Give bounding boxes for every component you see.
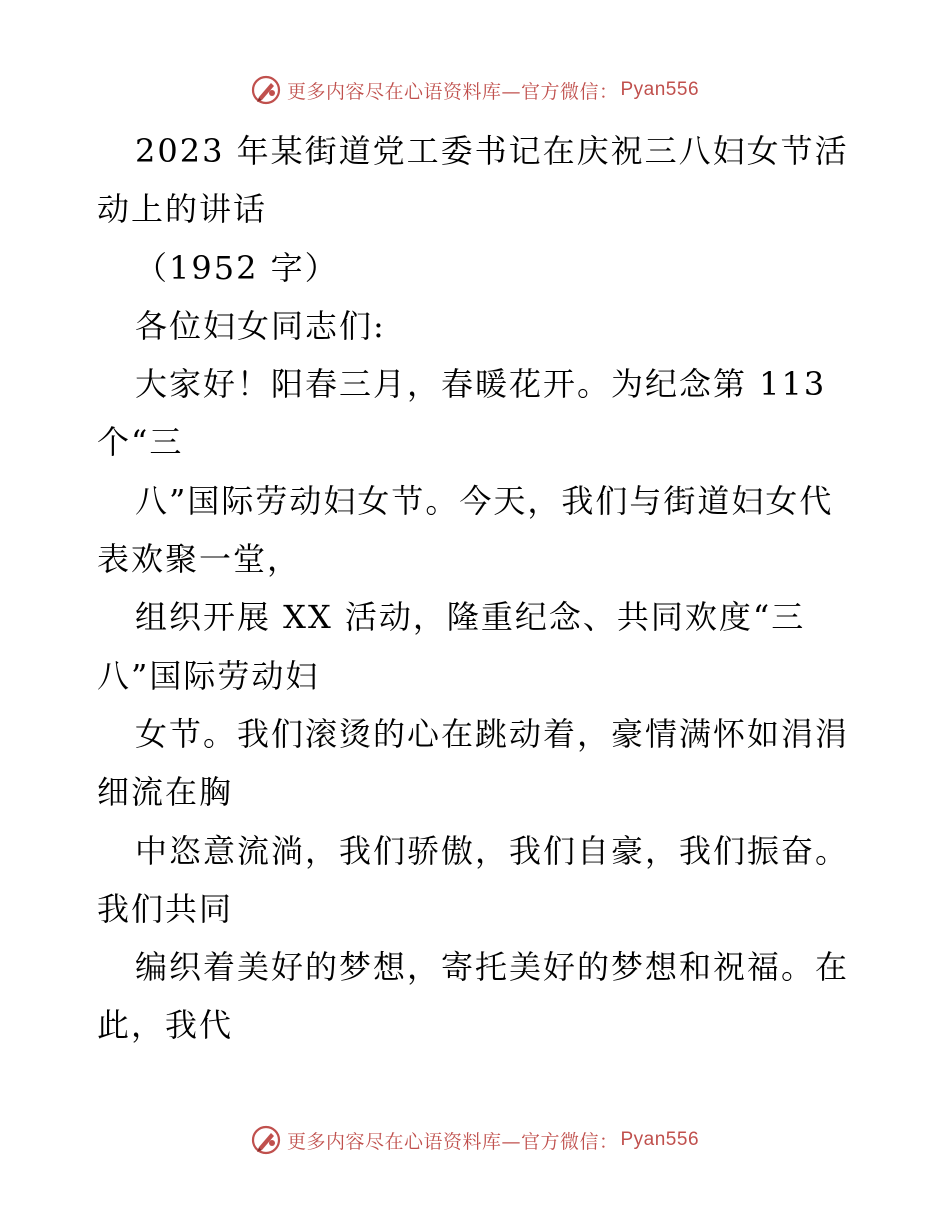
paragraph-line: 八”国际劳动妇女节。今天，我们与街道妇女代 [135,481,834,520]
footer-banner-text: 更多内容尽在心语资料库—官方微信： [286,1130,619,1153]
header-wechat-id: Pyan556 [620,79,700,100]
word-count: （1952 字） [135,248,339,287]
paragraph-line: 中恣意流淌，我们骄傲，我们自豪，我们振奋。 [135,831,850,870]
paragraph-line: 编织着美好的梦想，寄托美好的梦想和祝福。在 [135,948,850,987]
paragraph-line: 个“三 [97,423,184,462]
title-line-2: 动上的讲话 [97,190,268,229]
paragraph-line: 我们共同 [97,889,234,928]
paragraph-line: 表欢聚一堂， [97,540,302,579]
header-banner-text: 更多内容尽在心语资料库—官方微信： [286,80,619,103]
paragraph-line: 八”国际劳动妇 [97,656,320,695]
salutation: 各位妇女同志们: [135,306,386,345]
quill-pen-logo-icon [251,75,281,105]
title-line-1: 2023 年某街道党工委书记在庆祝三八妇女节活 [135,132,849,170]
document-body [97,122,877,1055]
paragraph-line: 女节。我们滚烫的心在跳动着，豪情满怀如涓涓 [135,714,850,753]
paragraph-line: 组织开展 XX 活动，隆重纪念、共同欢度“三 [135,598,806,637]
paragraph-line: 此，我代 [97,1006,234,1045]
footer-wechat-id: Pyan556 [620,1129,700,1150]
footer-banner [0,1124,950,1156]
header-banner [0,74,950,106]
paragraph-line: 细流在胸 [97,773,234,812]
paragraph-line: 大家好！阳春三月，春暖花开。为纪念第 113 [135,365,827,404]
quill-pen-logo-icon [251,1125,281,1155]
